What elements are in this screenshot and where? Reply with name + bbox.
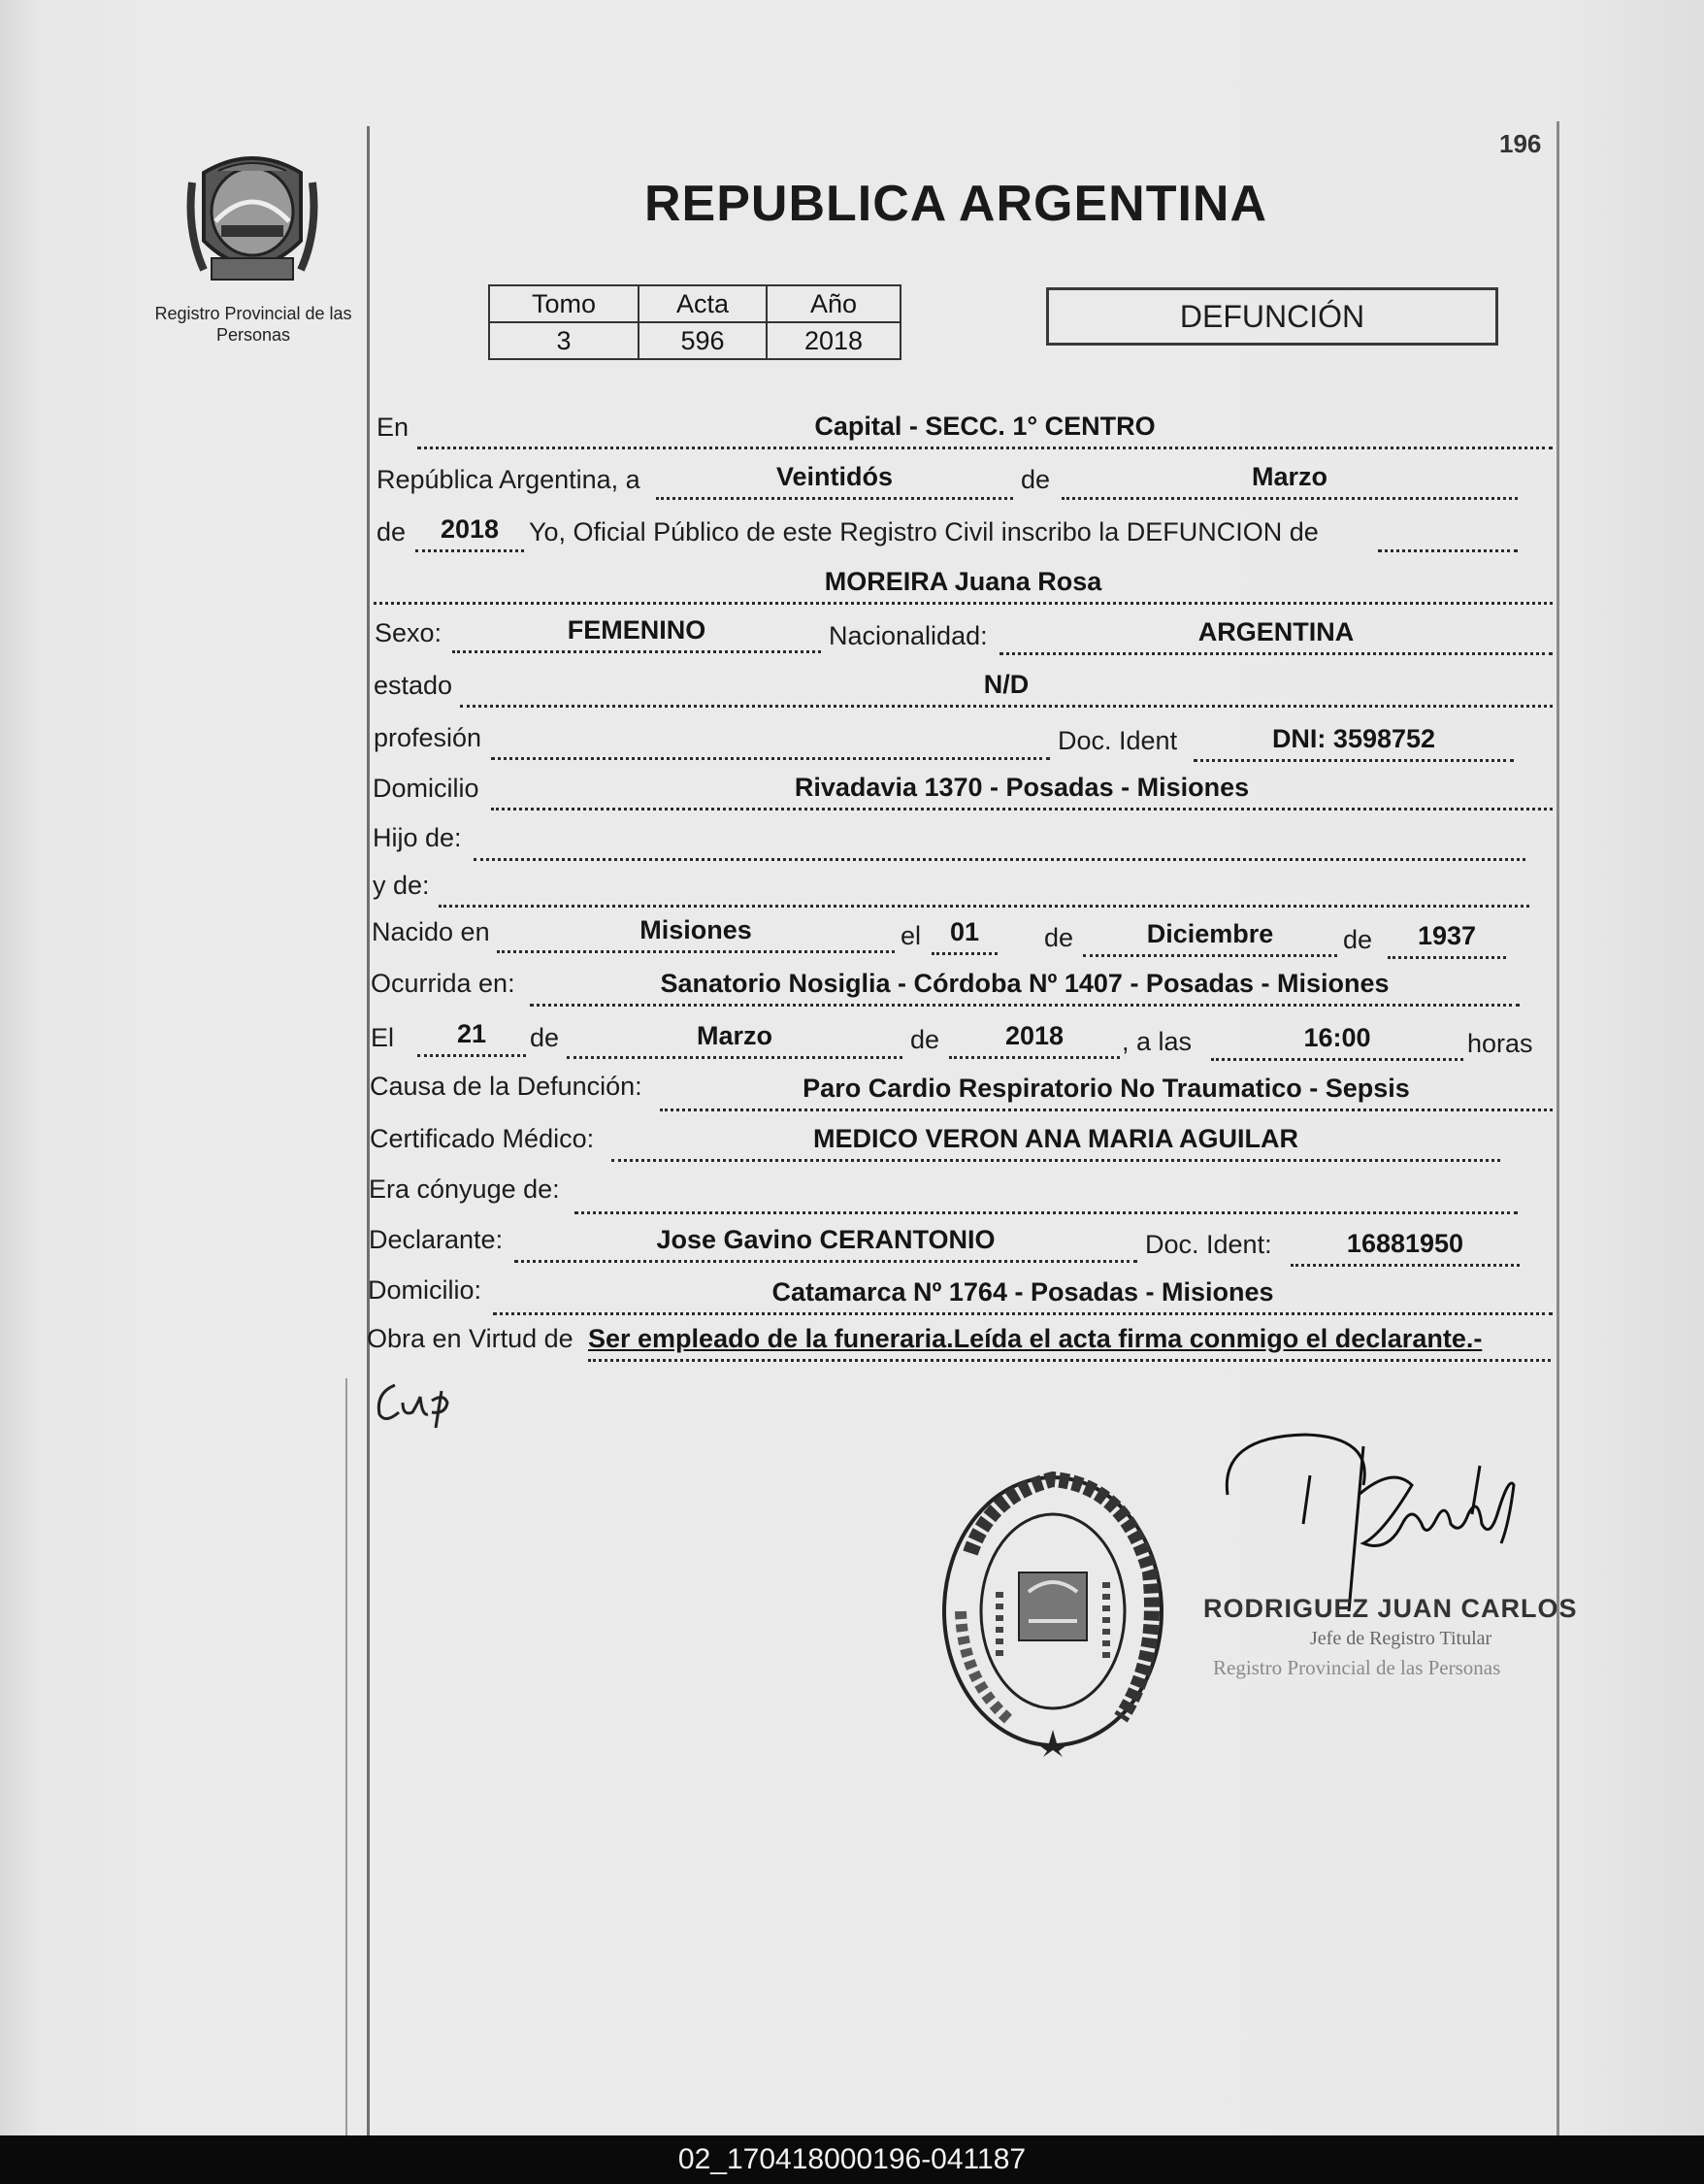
tomo-header: Tomo	[489, 285, 639, 322]
estado-label: estado	[374, 671, 453, 700]
nacionalidad-field: ARGENTINA	[999, 617, 1553, 655]
certificate-type-box: DEFUNCIÓN	[1046, 287, 1498, 346]
decl-doc-label: Doc. Ident:	[1145, 1230, 1272, 1259]
right-margin-rule	[1557, 121, 1559, 2135]
de-label-1: de	[1021, 465, 1051, 494]
official-stamp-icon	[932, 1466, 1174, 1757]
domicilio-field: Rivadavia 1370 - Posadas - Misiones	[491, 773, 1553, 811]
yde-label: y de:	[373, 871, 430, 900]
de-label-6: de	[910, 1025, 940, 1054]
estado-field: N/D	[460, 670, 1553, 708]
document-code-footer: 02_170418000196-041187	[0, 2135, 1704, 2184]
de-label-5: de	[530, 1023, 560, 1052]
yo-statement: Yo, Oficial Público de este Registro Civil inscribo la DEFUNCION de	[529, 517, 1319, 546]
conyuge-field	[574, 1176, 1518, 1214]
hijo-field	[474, 823, 1525, 861]
official-name: RODRIGUEZ JUAN CARLOS	[1203, 1594, 1578, 1623]
fall-hora-field: 16:00	[1211, 1023, 1463, 1061]
year-field: 2018	[415, 514, 524, 552]
yo-trailing-field	[1378, 514, 1518, 552]
anio-header: Año	[767, 285, 901, 322]
left-page-edge	[345, 1378, 347, 2135]
en-label: En	[377, 413, 410, 442]
domicilio-label: Domicilio	[373, 774, 479, 803]
el-label: el	[901, 921, 922, 950]
decl-dom-label: Domicilio:	[368, 1275, 482, 1305]
declarante-field: Jose Gavino CERANTONIO	[514, 1225, 1137, 1263]
declarante-label: Declarante:	[369, 1225, 504, 1254]
misiones-emblem-icon	[184, 144, 320, 287]
handwritten-initials-icon	[374, 1373, 461, 1432]
obra-label: Obra en Virtud de	[367, 1324, 573, 1353]
signature-icon	[1218, 1427, 1528, 1611]
profesion-field	[491, 722, 1050, 760]
obra-field: Ser empleado de la funeraria.Leída el acta firma conmigo el declarante.-	[588, 1324, 1551, 1362]
de-label-4: de	[1343, 925, 1373, 954]
anio-value: 2018	[767, 322, 901, 359]
ocurrida-field: Sanatorio Nosiglia - Córdoba Nº 1407 - Posadas - Misiones	[530, 969, 1520, 1007]
registry-table	[488, 284, 901, 360]
fall-dia-field: 21	[417, 1019, 526, 1057]
acta-value: 596	[639, 322, 767, 359]
cert-field: MEDICO VERON ANA MARIA AGUILAR	[611, 1124, 1500, 1162]
page-number: 196	[1499, 129, 1542, 158]
horas-label: horas	[1467, 1029, 1533, 1058]
de-label-2: de	[377, 517, 407, 546]
page-title: REPUBLICA ARGENTINA	[643, 176, 1268, 232]
tomo-value: 3	[489, 322, 639, 359]
profesion-label: profesión	[374, 723, 482, 752]
nacido-mes-field: Diciembre	[1083, 919, 1337, 957]
doc-field: DNI: 3598752	[1194, 724, 1514, 762]
republica-label: República Argentina, a	[377, 465, 640, 494]
nacionalidad-label: Nacionalidad:	[829, 621, 988, 650]
alas-label: , a las	[1122, 1027, 1193, 1056]
official-org: Registro Provincial de las Personas	[1213, 1656, 1501, 1679]
hijo-label: Hijo de:	[373, 823, 462, 852]
sexo-field: FEMENINO	[452, 615, 821, 653]
de-label-3: de	[1044, 923, 1074, 952]
nacido-dia-field: 01	[932, 917, 998, 955]
causa-label: Causa de la Defunción:	[370, 1072, 642, 1101]
cert-label: Certificado Médico:	[370, 1124, 595, 1153]
official-role: Jefe de Registro Titular	[1310, 1628, 1492, 1649]
sexo-label: Sexo:	[375, 618, 442, 647]
decl-dom-field: Catamarca Nº 1764 - Posadas - Misiones	[493, 1277, 1553, 1315]
issuer-name: Registro Provincial de las Personas	[154, 304, 352, 345]
fall-mes-field: Marzo	[567, 1021, 902, 1059]
conyuge-label: Era cónyuge de:	[369, 1175, 560, 1204]
el2-label: El	[371, 1023, 395, 1052]
yde-field	[439, 870, 1529, 908]
ocurrida-label: Ocurrida en:	[371, 969, 515, 998]
decl-doc-field: 16881950	[1291, 1229, 1520, 1267]
causa-field: Paro Cardio Respiratorio No Traumatico - Sepsis	[660, 1074, 1553, 1111]
nacido-anio-field: 1937	[1388, 921, 1506, 959]
place-field: Capital - SECC. 1° CENTRO	[417, 412, 1553, 449]
doc-label: Doc. Ident	[1058, 726, 1178, 755]
month-field: Marzo	[1062, 462, 1518, 500]
acta-header: Acta	[639, 285, 767, 322]
nacido-lugar-field: Misiones	[497, 915, 895, 953]
deceased-name-field: MOREIRA Juana Rosa	[374, 567, 1553, 605]
nacido-label: Nacido en	[372, 917, 490, 946]
day-words-field: Veintidós	[656, 462, 1013, 500]
fall-anio-field: 2018	[949, 1021, 1120, 1059]
